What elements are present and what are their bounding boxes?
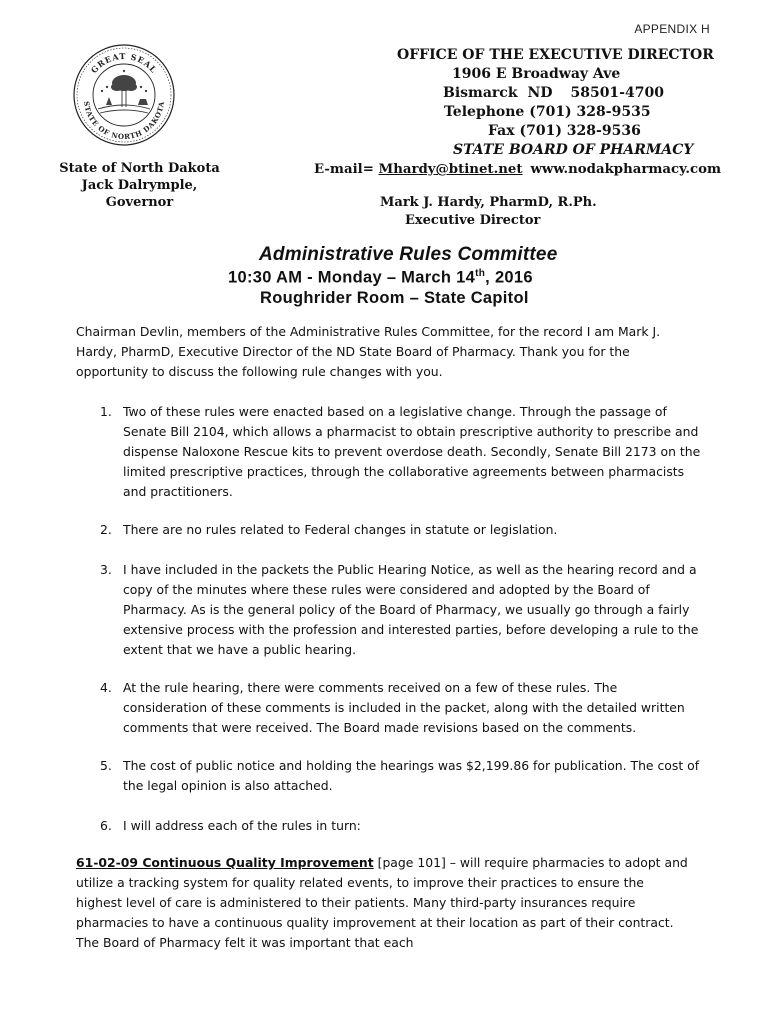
rule-line: highest level of care is administered to their patients. Many third-party insurances require [76, 895, 636, 910]
committee-title: Administrative Rules Committee [259, 244, 558, 265]
seal-bottom-text: STATE OF NORTH DAKOTA [81, 100, 167, 142]
office-city: Bismarck [443, 85, 518, 101]
list-item-line: dispense Naloxone Rescue kits to prevent overdose death. Secondly, Senate Bill 2173 on the [123, 444, 701, 459]
office-telephone: Telephone (701) 328-9535 [444, 104, 651, 120]
list-item-text [123, 756, 743, 796]
list-item-number: 2. [100, 522, 112, 537]
list-item-line: Pharmacy. As is the general policy of the Board of Pharmacy, we usually go through a fairly [123, 602, 690, 617]
list-item-text [123, 816, 743, 836]
intro-line: opportunity to discuss the following rule changes with you. [76, 364, 443, 379]
rule-section [76, 853, 736, 953]
list-item-line: extensive process with the profession and interested parties, before developing a rule to the [123, 622, 699, 637]
meeting-time-day: 10:30 AM - Monday – March 14 [228, 268, 476, 287]
list-item-line: comments that were received. The Board made revisions based on the comments. [123, 720, 637, 735]
list-item-number: 5. [100, 758, 112, 773]
list-item-line: limited prescriptive practices, through the collaborative agreements between pharmacists [123, 464, 685, 479]
state-name: State of North Dakota [59, 161, 220, 176]
office-street: 1906 E Broadway Ave [452, 66, 621, 82]
list-item-number: 4. [100, 680, 112, 695]
list-item-line: consideration of these comments is included in the packet, along with the detailed written [123, 700, 685, 715]
director-name: Mark J. Hardy, PharmD, R.Ph. [380, 195, 597, 210]
governor-name: Jack Dalrymple, Governor [81, 178, 198, 210]
list-item-line: and practitioners. [123, 484, 233, 499]
list-item-line: I have included in the packets the Public Hearing Notice, as well as the hearing record and a [123, 562, 697, 577]
website-link[interactable]: www.nodakpharmacy.com [530, 162, 722, 177]
appendix-label: APPENDIX H [634, 22, 710, 36]
office-contact-line [300, 160, 720, 179]
office-fax: Fax (701) 328-9536 [488, 123, 641, 139]
rule-first-line-rest: [page 101] – will require pharmacies to adopt and [373, 855, 688, 870]
intro-paragraph [76, 322, 736, 382]
list-item-number: 3. [100, 562, 112, 577]
meeting-time-date [228, 268, 533, 288]
email-label: E-mail= [314, 162, 374, 177]
list-item-text [123, 560, 743, 660]
list-item-line: Senate Bill 2104, which allows a pharmacist to obtain prescriptive authority to prescribe and [123, 424, 699, 439]
list-item-line: There are no rules related to Federal changes in statute or legislation. [123, 522, 558, 537]
rule-line: pharmacies to have a continuous quality improvement at their location as part of their contract. [76, 915, 674, 930]
seal-top-text: GREAT SEAL [88, 50, 160, 76]
intro-line: Chairman Devlin, members of the Administrative Rules Committee, for the record I am Mark J. [76, 324, 661, 339]
state-block [52, 160, 227, 211]
great-seal-icon [72, 43, 176, 147]
board-name: STATE BOARD OF PHARMACY [453, 142, 694, 158]
list-item-line: Two of these rules were enacted based on a legislative change. Through the passage of [123, 404, 667, 419]
office-letterhead [300, 46, 720, 179]
list-item-text [123, 678, 743, 738]
rule-line: utilize a tracking system for quality related events, to improve their practices to ensure the [76, 875, 644, 890]
list-item-line: the legal opinion is also attached. [123, 778, 333, 793]
email-link[interactable]: Mhardy@btinet.net [378, 162, 523, 177]
office-title: OFFICE OF THE EXECUTIVE DIRECTOR [397, 47, 714, 63]
rule-line: The Board of Pharmacy felt it was important that each [76, 935, 414, 950]
office-state: ND [527, 85, 553, 101]
meeting-year: , 2016 [485, 268, 533, 287]
list-item-line: copy of the minutes where these rules were considered and adopted by the Board of [123, 582, 650, 597]
list-item-text [123, 520, 743, 540]
date-suffix: th [475, 268, 486, 279]
list-item-text [123, 402, 743, 502]
intro-line: Hardy, PharmD, Executive Director of the ND State Board of Pharmacy. Thank you for the [76, 344, 630, 359]
office-zip: 58501-4700 [570, 85, 664, 101]
rule-first-line [76, 853, 736, 873]
list-item-line: At the rule hearing, there were comments received on a few of these rules. The [123, 680, 618, 695]
list-item-line: The cost of public notice and holding the hearings was $2,199.86 for publication. The cost of [123, 758, 700, 773]
list-item-line: I will address each of the rules in turn: [123, 818, 361, 833]
list-item-number: 6. [100, 818, 112, 833]
meeting-location: Roughrider Room – State Capitol [260, 289, 529, 307]
list-item-number: 1. [100, 404, 112, 419]
director-title: Executive Director [405, 213, 541, 228]
office-city-line [300, 84, 720, 103]
list-item-line: extent that we have a public hearing. [123, 642, 357, 657]
rule-title: 61-02-09 Continuous Quality Improvement [76, 855, 374, 870]
director-block [380, 194, 630, 230]
